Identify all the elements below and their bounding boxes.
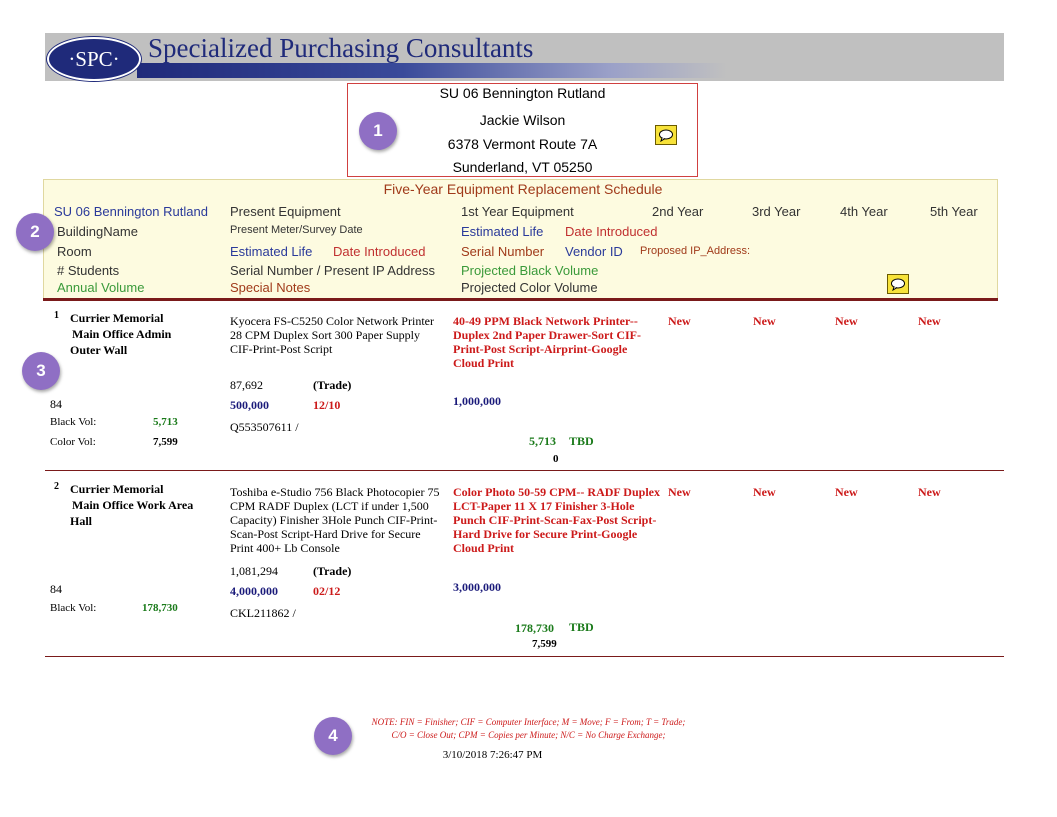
- note-icon[interactable]: [887, 274, 909, 294]
- note-icon[interactable]: [655, 125, 677, 145]
- row-estimated-life: 500,000: [230, 398, 269, 412]
- row-new-estimated-life: 1,000,000: [453, 394, 501, 408]
- hdr-new-estimated-life: Estimated Life: [461, 224, 544, 239]
- row-building: Currier Memorial: [70, 311, 164, 325]
- row-new-equipment: 40-49 PPM Black Network Printer--Duplex 2nd Paper Drawer-Sort CIF-Print-Post Script-Airprint-Google Cloud Print: [453, 314, 641, 370]
- address-city: Sunderland, VT 05250: [452, 159, 593, 175]
- address-district: SU 06 Bennington Rutland: [439, 85, 606, 101]
- footer-note-line1: NOTE: FIN = Finisher; CIF = Computer Interface; M = Move; F = From; T = Trade;: [371, 717, 686, 727]
- row-number: 2: [54, 481, 59, 492]
- row-new-equipment: Color Photo 50-59 CPM-- RADF Duplex LCT-Paper 11 X 17 Finisher 3-Hole Punch CIF-Print-Scan-Fax-Post Script-Hard Drive for Secure Print-Google Cloud Print: [453, 485, 660, 555]
- row-present-equipment: Toshiba e-Studio 756 Black Photocopier 75 CPM RADF Duplex (LCT if under 1,500 Capacity) Finisher 3Hole Punch CIF-Print-Scan-Post Script-Hard Drive for Secure Print 400+ Lb Console: [230, 485, 440, 555]
- row-students: 84: [50, 397, 62, 411]
- hdr-date-introduced: Date Introduced: [333, 244, 426, 259]
- row-projected-color: 0: [553, 453, 559, 465]
- row-room: Main Office Work Area: [72, 498, 194, 512]
- row-present-equipment: Kyocera FS-C5250 Color Network Printer 28 CPM Duplex Sort 300 Paper Supply CIF-Print-Post Script: [230, 314, 434, 356]
- row-meter: 1,081,294: [230, 564, 278, 578]
- callout-badge-2[interactable]: 2: [16, 213, 54, 251]
- row-year-2: New: [668, 485, 691, 499]
- hdr-building-name: BuildingName: [57, 224, 138, 239]
- row-trade: (Trade): [313, 378, 352, 392]
- callout-badge-3[interactable]: 3: [22, 352, 60, 390]
- row-serial: CKL211862 /: [230, 606, 296, 620]
- row-black-label: Black Vol:: [50, 602, 97, 614]
- hdr-room: Room: [57, 244, 92, 259]
- logo-text: ·SPC·: [68, 46, 120, 71]
- row-meter: 87,692: [230, 378, 263, 392]
- row-building: Currier Memorial: [70, 482, 164, 496]
- hdr-special-notes: Special Notes: [230, 280, 311, 295]
- row-estimated-life: 4,000,000: [230, 584, 278, 598]
- row-vendor: TBD: [569, 434, 594, 448]
- row-vendor: TBD: [569, 620, 594, 634]
- hdr-projected-black: Projected Black Volume: [461, 263, 599, 278]
- row-new-estimated-life: 3,000,000: [453, 580, 501, 594]
- row-year-3: New: [753, 314, 776, 328]
- hdr-year-2: 2nd Year: [652, 204, 704, 219]
- row-room-detail: Outer Wall: [70, 343, 128, 357]
- hdr-district: SU 06 Bennington Rutland: [54, 204, 208, 219]
- row-projected-black: 5,713: [529, 434, 556, 448]
- row-year-2: New: [668, 314, 691, 328]
- callout-badge-1[interactable]: 1: [359, 112, 397, 150]
- row-year-5: New: [918, 314, 941, 328]
- row-divider: [45, 470, 1004, 471]
- row-year-4: New: [835, 314, 858, 328]
- row-trade: (Trade): [313, 564, 352, 578]
- footer-timestamp: 3/10/2018 7:26:47 PM: [442, 749, 543, 761]
- hdr-year-5: 5th Year: [930, 204, 978, 219]
- hdr-serial-ip: Serial Number / Present IP Address: [230, 263, 435, 278]
- hdr-students: # Students: [57, 263, 120, 278]
- row-room-detail: Hall: [70, 514, 93, 528]
- hdr-year-4: 4th Year: [840, 204, 888, 219]
- row-year-3: New: [753, 485, 776, 499]
- hdr-year-3: 3rd Year: [752, 204, 801, 219]
- address-contact: Jackie Wilson: [479, 112, 566, 128]
- row-color-volume: 7,599: [153, 436, 178, 448]
- header-gradient-band: [137, 63, 727, 78]
- row-projected-black: 178,730: [515, 621, 554, 635]
- row-date-introduced: 12/10: [313, 398, 341, 412]
- hdr-annual-volume: Annual Volume: [57, 280, 145, 295]
- row-year-5: New: [918, 485, 941, 499]
- row-serial: Q553507611 /: [230, 420, 299, 434]
- hdr-first-year: 1st Year Equipment: [461, 204, 574, 219]
- row-projected-color: 7,599: [532, 638, 557, 650]
- hdr-vendor-id: Vendor ID: [565, 244, 623, 259]
- footer-note-line2: C/O = Close Out; CPM = Copies per Minute; N/C = No Charge Exchange;: [391, 730, 666, 740]
- hdr-estimated-life: Estimated Life: [230, 244, 313, 259]
- hdr-meter-date: Present Meter/Survey Date: [230, 224, 363, 236]
- row-room: Main Office Admin: [72, 327, 172, 341]
- hdr-new-date-introduced: Date Introduced: [565, 224, 658, 239]
- hdr-proposed-ip: Proposed IP_Address:: [640, 245, 751, 257]
- row-year-4: New: [835, 485, 858, 499]
- row-color-label: Color Vol:: [50, 436, 96, 448]
- company-name: Specialized Purchasing Consultants: [148, 33, 534, 63]
- row-students: 84: [50, 582, 62, 596]
- hdr-projected-color: Projected Color Volume: [461, 280, 598, 295]
- row-date-introduced: 02/12: [313, 584, 341, 598]
- hdr-serial-number: Serial Number: [461, 244, 545, 259]
- hdr-present-equipment: Present Equipment: [230, 204, 341, 219]
- row-black-label: Black Vol:: [50, 416, 97, 428]
- row-black-volume: 5,713: [153, 416, 178, 428]
- spc-logo: [47, 37, 141, 81]
- row-black-volume: 178,730: [142, 602, 178, 614]
- schedule-title: Five-Year Equipment Replacement Schedule: [383, 181, 663, 197]
- row-divider: [45, 656, 1004, 657]
- callout-badge-4[interactable]: 4: [314, 717, 352, 755]
- row-number: 1: [54, 310, 59, 321]
- panel-divider: [43, 298, 998, 301]
- address-street: 6378 Vermont Route 7A: [447, 136, 598, 152]
